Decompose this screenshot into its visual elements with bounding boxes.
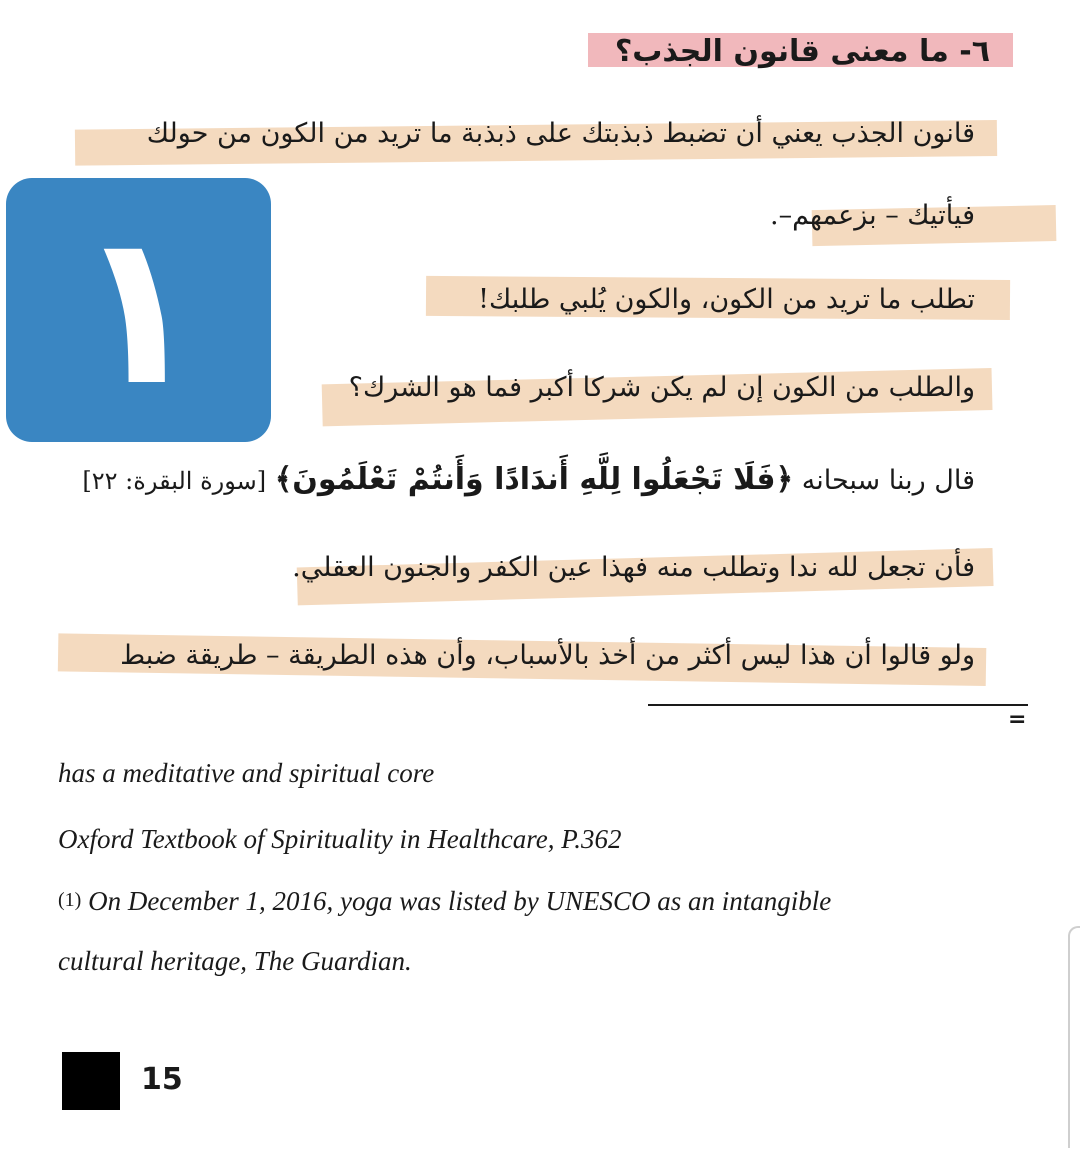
paragraph-line-4: والطلب من الكون إن لم يكن شركا أكبر فما هو الشرك؟: [348, 372, 975, 403]
footnote-line-4: cultural heritage, The Guardian.: [58, 946, 412, 976]
verse-intro: قال ربنا سبحانه: [801, 465, 975, 496]
chapter-number: ١: [74, 187, 203, 432]
side-scroll-handle[interactable]: [1068, 926, 1080, 1148]
verse-reference: [سورة البقرة: ٢٢]: [82, 467, 267, 495]
footnote-text-3: On December 1, 2016, yoga was listed by UNESCO as an intangible: [88, 886, 832, 916]
chapter-number-badge: [6, 178, 271, 442]
footnote-line-2: Oxford Textbook of Spirituality in Healthcare, P.362: [58, 824, 622, 854]
page-marker-square: [62, 1052, 120, 1110]
paragraph-line-2: فيأتيك – بزعمهم–.: [770, 200, 975, 231]
paragraph-line-3: تطلب ما تريد من الكون، والكون يُلبي طلبك!: [478, 284, 975, 315]
continuation-mark: =: [1008, 707, 1027, 732]
quran-verse: ﴿فَلَا تَجْعَلُوا لِلَّهِ أَندَادًا وَأَنتُمْ تَعْلَمُونَ﴾: [274, 462, 794, 497]
footnote-separator: [648, 704, 1028, 706]
page-number: 15: [141, 1062, 183, 1097]
paragraph-line-7: ولو قالوا أن هذا ليس أكثر من أخذ بالأسباب، وأن هذه الطريقة – طريقة ضبط: [120, 640, 975, 671]
footnote-marker: (1): [58, 889, 82, 911]
paragraph-line-1: قانون الجذب يعني أن تضبط ذبذبتك على ذبذبة ما تريد من الكون من حولك: [146, 118, 975, 149]
paragraph-line-6: فأن تجعل لله ندا وتطلب منه فهذا عين الكفر والجنون العقلي.: [292, 552, 975, 583]
section-heading: ٦- ما معنى قانون الجذب؟: [614, 34, 990, 69]
footnote-line-3: [58, 886, 831, 917]
footnote-line-1: has a meditative and spiritual core: [58, 758, 435, 788]
paragraph-line-5: [82, 462, 975, 497]
